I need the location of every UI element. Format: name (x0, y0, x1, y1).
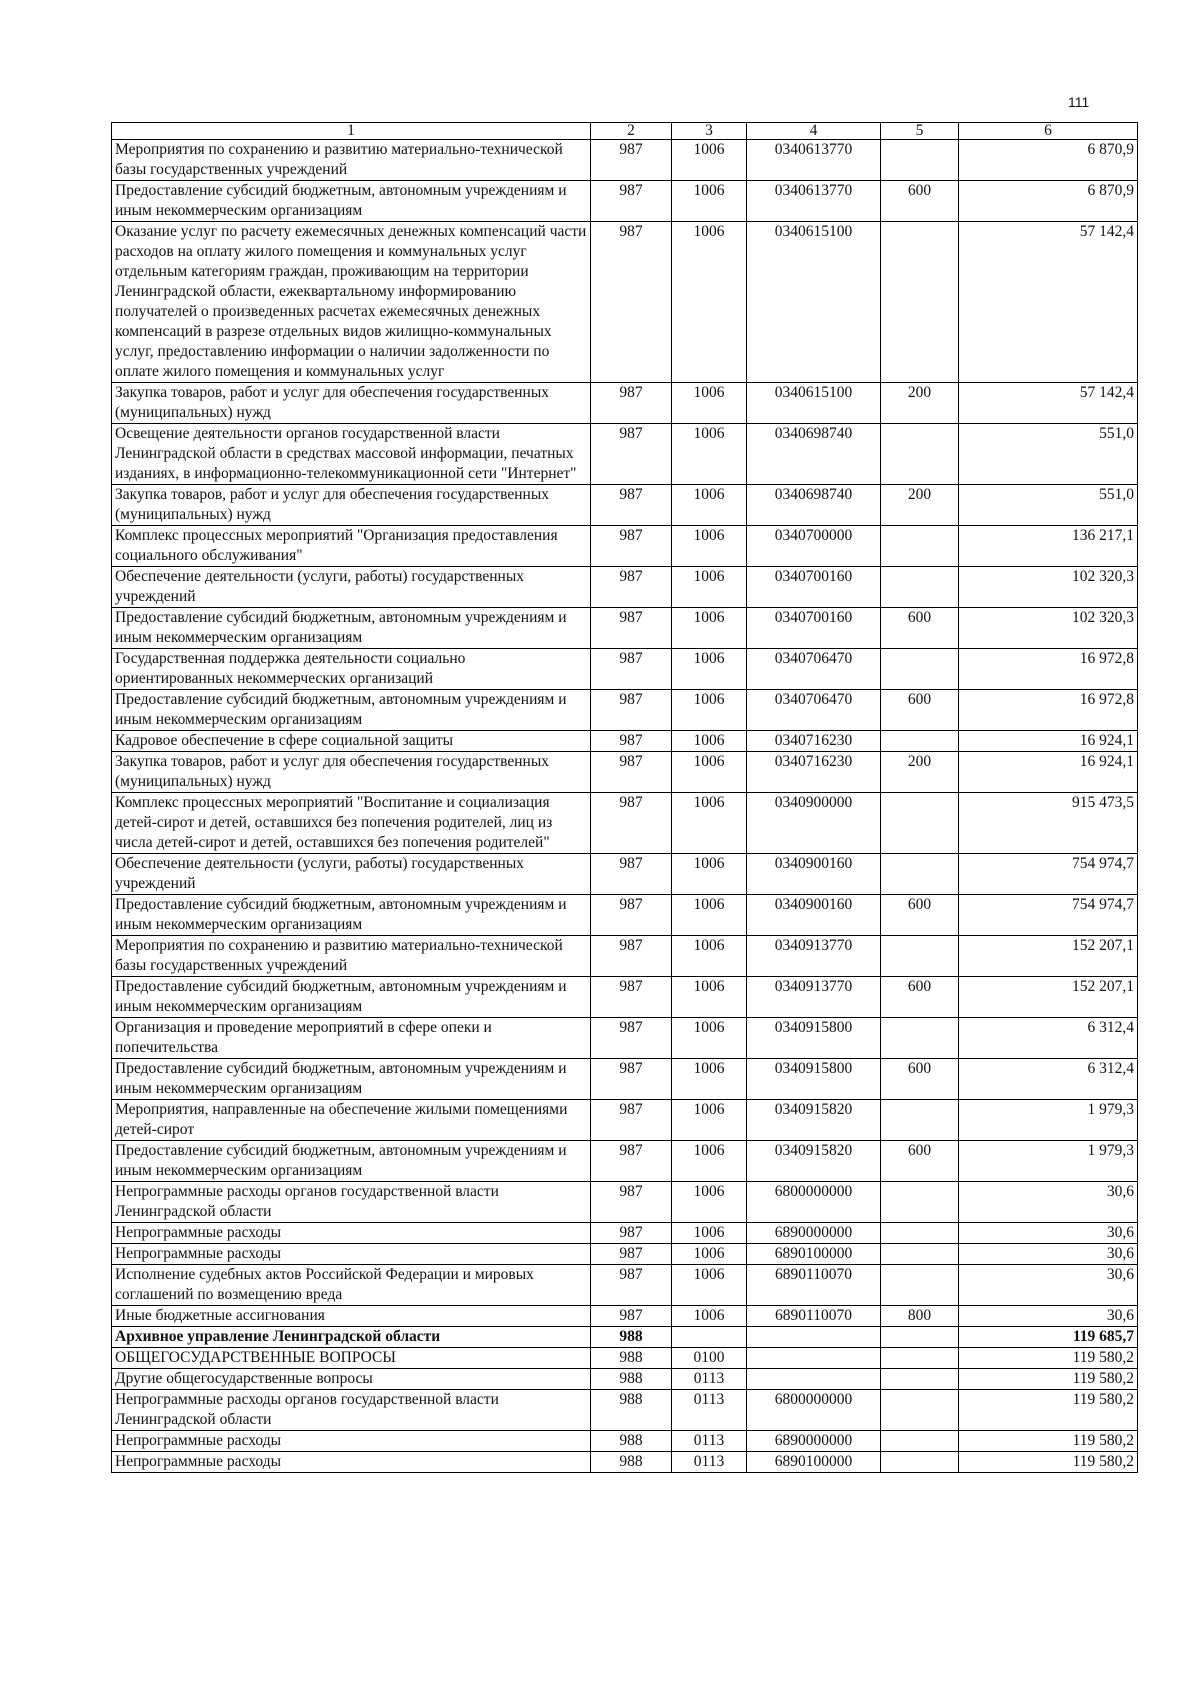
expense-type-code: 600 (881, 608, 959, 649)
target-article-code: 6800000000 (747, 1390, 881, 1431)
ministry-code: 987 (591, 608, 672, 649)
section-code: 0100 (672, 1348, 747, 1369)
amount: 30,6 (959, 1244, 1138, 1265)
amount: 915 473,5 (959, 793, 1138, 854)
target-article-code: 6890100000 (747, 1244, 881, 1265)
table-row (112, 526, 1138, 567)
section-code: 1006 (672, 383, 747, 424)
expense-type-code (881, 936, 959, 977)
row-title: Предоставление субсидий бюджетным, автономным учреждениям и иным некоммерческим организациям (112, 1141, 591, 1182)
section-code: 1006 (672, 526, 747, 567)
ministry-code: 987 (591, 1100, 672, 1141)
ministry-code: 987 (591, 1141, 672, 1182)
expense-type-code: 200 (881, 752, 959, 793)
amount: 119 580,2 (959, 1348, 1138, 1369)
ministry-code: 988 (591, 1327, 672, 1348)
target-article-code: 0340915800 (747, 1018, 881, 1059)
table-body (112, 140, 1138, 1473)
expense-type-code: 600 (881, 181, 959, 222)
amount: 1 979,3 (959, 1100, 1138, 1141)
expense-type-code (881, 1265, 959, 1306)
expense-type-code (881, 222, 959, 383)
table-row (112, 895, 1138, 936)
section-code: 0113 (672, 1452, 747, 1473)
section-code: 0113 (672, 1431, 747, 1452)
section-code: 1006 (672, 752, 747, 793)
ministry-code: 988 (591, 1369, 672, 1390)
ministry-code: 987 (591, 793, 672, 854)
target-article-code: 0340700160 (747, 608, 881, 649)
target-article-code: 0340700000 (747, 526, 881, 567)
ministry-code: 987 (591, 567, 672, 608)
table-row (112, 181, 1138, 222)
section-code: 1006 (672, 1182, 747, 1223)
section-code: 1006 (672, 1141, 747, 1182)
ministry-code: 988 (591, 1390, 672, 1431)
expense-type-code: 200 (881, 383, 959, 424)
table-row (112, 854, 1138, 895)
ministry-code: 987 (591, 936, 672, 977)
expense-type-code (881, 1244, 959, 1265)
table-row (112, 649, 1138, 690)
ministry-code: 987 (591, 181, 672, 222)
ministry-code: 987 (591, 1223, 672, 1244)
section-code: 1006 (672, 977, 747, 1018)
row-title: Предоставление субсидий бюджетным, автономным учреждениям и иным некоммерческим организациям (112, 690, 591, 731)
table-row (112, 1018, 1138, 1059)
table-row (112, 752, 1138, 793)
expense-type-code (881, 731, 959, 752)
target-article-code: 0340615100 (747, 222, 881, 383)
table-row (112, 1182, 1138, 1223)
ministry-code: 987 (591, 1265, 672, 1306)
table-row (112, 1141, 1138, 1182)
target-article-code: 6890000000 (747, 1431, 881, 1452)
amount: 119 580,2 (959, 1431, 1138, 1452)
ministry-code: 987 (591, 854, 672, 895)
row-title: Другие общегосударственные вопросы (112, 1369, 591, 1390)
target-article-code: 0340716230 (747, 752, 881, 793)
header-col-3: 3 (672, 123, 747, 140)
row-title: Предоставление субсидий бюджетным, автономным учреждениям и иным некоммерческим организациям (112, 895, 591, 936)
amount: 152 207,1 (959, 936, 1138, 977)
ministry-code: 987 (591, 1244, 672, 1265)
target-article-code: 0340900160 (747, 854, 881, 895)
section-code: 1006 (672, 140, 747, 181)
table-row (112, 977, 1138, 1018)
section-code: 1006 (672, 222, 747, 383)
amount: 1 979,3 (959, 1141, 1138, 1182)
table-row (112, 1327, 1138, 1348)
section-code: 1006 (672, 895, 747, 936)
row-title: Непрограммные расходы (112, 1244, 591, 1265)
row-title: Кадровое обеспечение в сфере социальной защиты (112, 731, 591, 752)
ministry-code: 987 (591, 485, 672, 526)
table-row (112, 690, 1138, 731)
ministry-code: 987 (591, 752, 672, 793)
section-code: 1006 (672, 567, 747, 608)
row-title: Предоставление субсидий бюджетным, автономным учреждениям и иным некоммерческим организациям (112, 608, 591, 649)
expense-type-code: 600 (881, 977, 959, 1018)
ministry-code: 987 (591, 1182, 672, 1223)
row-title: Непрограммные расходы (112, 1223, 591, 1244)
expense-type-code (881, 1452, 959, 1473)
ministry-code: 987 (591, 690, 672, 731)
ministry-code: 987 (591, 1306, 672, 1327)
amount: 136 217,1 (959, 526, 1138, 567)
header-col-2: 2 (591, 123, 672, 140)
row-title: Исполнение судебных актов Российской Федерации и мировых соглашений по возмещению вреда (112, 1265, 591, 1306)
expense-type-code (881, 1431, 959, 1452)
header-col-5: 5 (881, 123, 959, 140)
expense-type-code: 200 (881, 485, 959, 526)
row-title: Непрограммные расходы (112, 1452, 591, 1473)
target-article-code: 0340698740 (747, 424, 881, 485)
section-code: 0113 (672, 1390, 747, 1431)
table-row (112, 1223, 1138, 1244)
table-row (112, 140, 1138, 181)
amount: 6 312,4 (959, 1018, 1138, 1059)
expense-type-code: 800 (881, 1306, 959, 1327)
section-code: 1006 (672, 608, 747, 649)
row-title: Мероприятия по сохранению и развитию материально-технической базы государственных учреждений (112, 140, 591, 181)
amount: 102 320,3 (959, 567, 1138, 608)
section-code: 1006 (672, 793, 747, 854)
amount: 119 580,2 (959, 1452, 1138, 1473)
amount: 119 580,2 (959, 1369, 1138, 1390)
section-code: 1006 (672, 424, 747, 485)
table-row (112, 793, 1138, 854)
section-code: 0113 (672, 1369, 747, 1390)
row-title: Закупка товаров, работ и услуг для обеспечения государственных (муниципальных) нужд (112, 485, 591, 526)
target-article-code: 0340915800 (747, 1059, 881, 1100)
expense-type-code (881, 1327, 959, 1348)
amount: 16 972,8 (959, 690, 1138, 731)
row-title: Мероприятия по сохранению и развитию материально-технической базы государственных учреждений (112, 936, 591, 977)
amount: 16 972,8 (959, 649, 1138, 690)
ministry-code: 987 (591, 731, 672, 752)
section-code: 1006 (672, 1306, 747, 1327)
table-header (112, 123, 1138, 140)
row-title: Комплекс процессных мероприятий "Воспитание и социализация детей-сирот и детей, оставшихся без попечения родителей, лиц из числа детей-сирот и детей, оставшихся без попечения родителей" (112, 793, 591, 854)
amount: 551,0 (959, 424, 1138, 485)
target-article-code: 0340900000 (747, 793, 881, 854)
target-article-code: 6890100000 (747, 1452, 881, 1473)
target-article-code: 0340706470 (747, 690, 881, 731)
row-title: Государственная поддержка деятельности социально ориентированных некоммерческих организаций (112, 649, 591, 690)
ministry-code: 988 (591, 1452, 672, 1473)
ministry-code: 987 (591, 140, 672, 181)
amount: 30,6 (959, 1182, 1138, 1223)
amount: 16 924,1 (959, 752, 1138, 793)
row-title: Непрограммные расходы органов государственной власти Ленинградской области (112, 1182, 591, 1223)
amount: 30,6 (959, 1265, 1138, 1306)
section-code: 1006 (672, 936, 747, 977)
target-article-code (747, 1369, 881, 1390)
expense-type-code: 600 (881, 690, 959, 731)
row-title: Освещение деятельности органов государственной власти Ленинградской области в средствах массовой информации, печатных изданиях, в информационно-телекоммуникационной сети "Интернет" (112, 424, 591, 485)
target-article-code: 6890000000 (747, 1223, 881, 1244)
target-article-code: 0340700160 (747, 567, 881, 608)
table-row (112, 222, 1138, 383)
table-row (112, 485, 1138, 526)
target-article-code: 0340915820 (747, 1141, 881, 1182)
amount: 6 870,9 (959, 140, 1138, 181)
target-article-code: 0340900160 (747, 895, 881, 936)
row-title: Архивное управление Ленинградской области (112, 1327, 591, 1348)
target-article-code: 0340698740 (747, 485, 881, 526)
section-code: 1006 (672, 690, 747, 731)
table-row (112, 567, 1138, 608)
header-col-1: 1 (112, 123, 591, 140)
ministry-code: 987 (591, 222, 672, 383)
table-row (112, 424, 1138, 485)
expense-type-code: 600 (881, 1141, 959, 1182)
section-code: 1006 (672, 181, 747, 222)
table-row (112, 1306, 1138, 1327)
row-title: Обеспечение деятельности (услуги, работы) государственных учреждений (112, 854, 591, 895)
table-row (112, 1390, 1138, 1431)
expense-type-code (881, 140, 959, 181)
section-code: 1006 (672, 649, 747, 690)
ministry-code: 987 (591, 1018, 672, 1059)
table-row (112, 731, 1138, 752)
table-row (112, 1348, 1138, 1369)
target-article-code: 6890110070 (747, 1265, 881, 1306)
table-row (112, 1059, 1138, 1100)
ministry-code: 987 (591, 424, 672, 485)
expense-type-code (881, 1348, 959, 1369)
expense-type-code: 600 (881, 1059, 959, 1100)
row-title: Организация и проведение мероприятий в сфере опеки и попечительства (112, 1018, 591, 1059)
expense-type-code (881, 1223, 959, 1244)
ministry-code: 987 (591, 526, 672, 567)
ministry-code: 987 (591, 383, 672, 424)
table-row (112, 1265, 1138, 1306)
expense-type-code (881, 567, 959, 608)
target-article-code: 6890110070 (747, 1306, 881, 1327)
row-title: Мероприятия, направленные на обеспечение жилыми помещениями детей-сирот (112, 1100, 591, 1141)
target-article-code: 0340706470 (747, 649, 881, 690)
amount: 57 142,4 (959, 222, 1138, 383)
row-title: Предоставление субсидий бюджетным, автономным учреждениям и иным некоммерческим организациям (112, 977, 591, 1018)
ministry-code: 987 (591, 895, 672, 936)
row-title: Закупка товаров, работ и услуг для обеспечения государственных (муниципальных) нужд (112, 383, 591, 424)
table-row (112, 936, 1138, 977)
amount: 6 312,4 (959, 1059, 1138, 1100)
target-article-code: 0340615100 (747, 383, 881, 424)
expense-type-code (881, 1018, 959, 1059)
amount: 152 207,1 (959, 977, 1138, 1018)
target-article-code (747, 1348, 881, 1369)
ministry-code: 988 (591, 1348, 672, 1369)
ministry-code: 987 (591, 649, 672, 690)
target-article-code: 6800000000 (747, 1182, 881, 1223)
section-code: 1006 (672, 1265, 747, 1306)
section-code: 1006 (672, 1059, 747, 1100)
row-title: Комплекс процессных мероприятий "Организация предоставления социального обслуживания" (112, 526, 591, 567)
budget-table (111, 122, 1138, 1473)
expense-type-code (881, 1390, 959, 1431)
expense-type-code: 600 (881, 895, 959, 936)
section-code: 1006 (672, 854, 747, 895)
amount: 6 870,9 (959, 181, 1138, 222)
row-title: Непрограммные расходы (112, 1431, 591, 1452)
amount: 551,0 (959, 485, 1138, 526)
header-col-4: 4 (747, 123, 881, 140)
ministry-code: 987 (591, 1059, 672, 1100)
table-row (112, 1431, 1138, 1452)
table-row (112, 1100, 1138, 1141)
section-code: 1006 (672, 1244, 747, 1265)
amount: 119 685,7 (959, 1327, 1138, 1348)
ministry-code: 988 (591, 1431, 672, 1452)
section-code: 1006 (672, 1100, 747, 1141)
expense-type-code (881, 424, 959, 485)
amount: 119 580,2 (959, 1390, 1138, 1431)
row-title: Иные бюджетные ассигнования (112, 1306, 591, 1327)
row-title: Оказание услуг по расчету ежемесячных денежных компенсаций части расходов на оплату жилого помещения и коммунальных услуг отдельным категориям граждан, проживающим на территории Ленинградской области, ежеквартальному информированию получателей о произведенных расчетах ежемесячных денежных компенсаций в разрезе отдельных видов жилищно-коммунальных услуг, предоставлению информации о наличии задолженности по оплате жилого помещения и коммунальных услуг (112, 222, 591, 383)
target-article-code: 0340915820 (747, 1100, 881, 1141)
expense-type-code (881, 1369, 959, 1390)
section-code: 1006 (672, 485, 747, 526)
amount: 754 974,7 (959, 895, 1138, 936)
row-title: Закупка товаров, работ и услуг для обеспечения государственных (муниципальных) нужд (112, 752, 591, 793)
expense-type-code (881, 649, 959, 690)
expense-type-code (881, 854, 959, 895)
table-row (112, 1369, 1138, 1390)
row-title: Обеспечение деятельности (услуги, работы) государственных учреждений (112, 567, 591, 608)
target-article-code: 0340613770 (747, 140, 881, 181)
header-col-6: 6 (959, 123, 1138, 140)
table-row (112, 1244, 1138, 1265)
amount: 30,6 (959, 1223, 1138, 1244)
expense-type-code (881, 793, 959, 854)
table-row (112, 383, 1138, 424)
table-row (112, 608, 1138, 649)
section-code: 1006 (672, 1223, 747, 1244)
row-title: Предоставление субсидий бюджетным, автономным учреждениям и иным некоммерческим организациям (112, 1059, 591, 1100)
target-article-code: 0340913770 (747, 936, 881, 977)
expense-type-code (881, 1182, 959, 1223)
section-code: 1006 (672, 1018, 747, 1059)
amount: 57 142,4 (959, 383, 1138, 424)
target-article-code: 0340716230 (747, 731, 881, 752)
amount: 102 320,3 (959, 608, 1138, 649)
amount: 754 974,7 (959, 854, 1138, 895)
row-title: Предоставление субсидий бюджетным, автономным учреждениям и иным некоммерческим организациям (112, 181, 591, 222)
header-row (112, 123, 1138, 140)
table-row (112, 1452, 1138, 1473)
amount: 16 924,1 (959, 731, 1138, 752)
section-code (672, 1327, 747, 1348)
ministry-code: 987 (591, 977, 672, 1018)
target-article-code (747, 1327, 881, 1348)
expense-type-code (881, 526, 959, 567)
row-title: Непрограммные расходы органов государственной власти Ленинградской области (112, 1390, 591, 1431)
target-article-code: 0340613770 (747, 181, 881, 222)
section-code: 1006 (672, 731, 747, 752)
expense-type-code (881, 1100, 959, 1141)
page-number: 111 (1068, 94, 1090, 110)
amount: 30,6 (959, 1306, 1138, 1327)
target-article-code: 0340913770 (747, 977, 881, 1018)
row-title: ОБЩЕГОСУДАРСТВЕННЫЕ ВОПРОСЫ (112, 1348, 591, 1369)
